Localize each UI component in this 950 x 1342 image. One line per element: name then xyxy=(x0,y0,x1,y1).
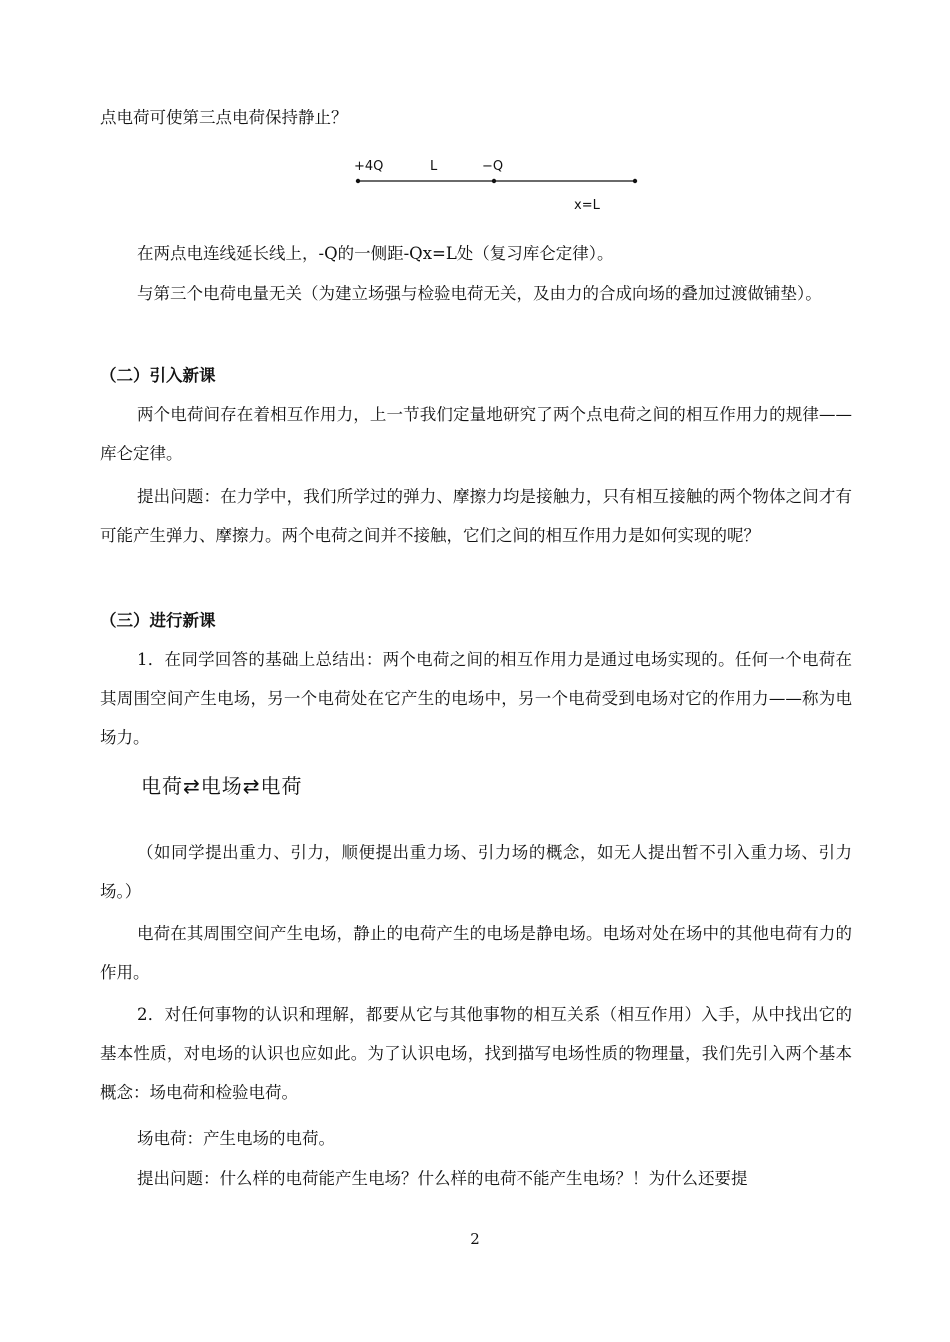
label-x: x=L xyxy=(574,198,600,213)
charge-diagram xyxy=(352,150,642,220)
label-minusq: −Q xyxy=(482,159,504,174)
para-which-charges-question: 提出问题：什么样的电荷能产生电场？什么样的电荷不能产生电场？！为什么还要提 xyxy=(137,1169,748,1188)
answer-position: 在两点电连线延长线上，-Q的一侧距-Qx=L处（复习库仑定律）。 xyxy=(137,244,614,263)
heading-new-lesson: （三）进行新课 xyxy=(100,611,216,630)
page-number: 2 xyxy=(470,1230,480,1248)
para-field-concepts: 2．对任何事物的认识和理解，都要从它与其他事物的相互关系（相互作用）入手，从中找出它的基本性质，对电场的认识也应如此。为了认识电场，找到描写电场性质的物理量，我们先引入两个基本概念：场电荷和检验电荷。 xyxy=(100,1005,852,1102)
para-field-charge-definition: 场电荷：产生电场的电荷。 xyxy=(137,1129,335,1148)
charge-plus4q-dot xyxy=(356,179,360,183)
para-static-field: 电荷在其周围空间产生电场，静止的电荷产生的电场是静电场。电场对处在场中的其他电荷有力的作用。 xyxy=(100,924,852,982)
para-contact-force-question: 提出问题：在力学中，我们所学过的弹力、摩擦力均是接触力，只有相互接触的两个物体之间才有可能产生弹力、摩擦力。两个电荷之间并不接触，它们之间的相互作用力是如何实现的呢？ xyxy=(100,487,852,545)
para-gravity-field: （如同学提出重力、引力，顺便提出重力场、引力场的概念，如无人提出暂不引入重力场、引力场。） xyxy=(100,843,852,901)
heading-introduce-new-lesson: （二）引入新课 xyxy=(100,366,216,385)
para-electric-field-force: 1．在同学回答的基础上总结出：两个电荷之间的相互作用力是通过电场实现的。任何一个电荷在其周围空间产生电场，另一个电荷处在它产生的电场中，另一个电荷受到电场对它的作用力——称为电场力。 xyxy=(100,650,852,747)
label-l: L xyxy=(430,159,438,174)
label-plus4q: +4Q xyxy=(354,159,384,174)
answer-independence: 与第三个电荷电量无关（为建立场强与检验电荷无关，及由力的合成向场的叠加过渡做铺垫）。 xyxy=(137,284,822,303)
third-charge-dot xyxy=(633,179,637,183)
intro-text: 点电荷可使第三点电荷保持静止？ xyxy=(100,108,348,127)
charge-field-relation: 电荷⇄电场⇄电荷 xyxy=(141,774,303,798)
charge-minusq-dot xyxy=(492,179,496,183)
para-coulomb-law: 两个电荷间存在着相互作用力，上一节我们定量地研究了两个点电荷之间的相互作用力的规律——库仑定律。 xyxy=(100,405,852,463)
